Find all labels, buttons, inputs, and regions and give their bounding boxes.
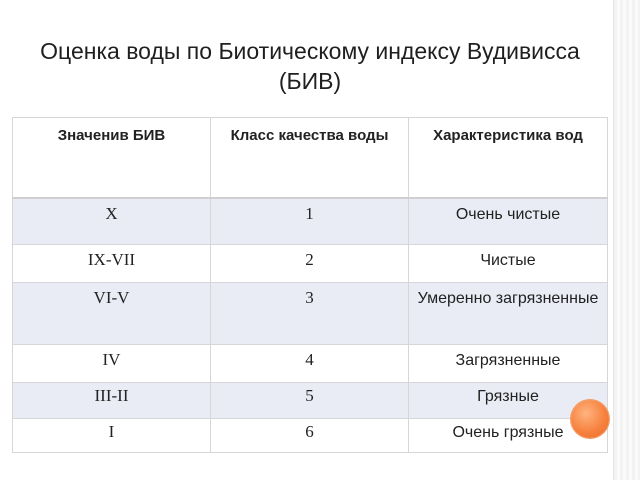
cell-characteristic: Умеренно загрязненные: [409, 282, 608, 344]
cell-characteristic: Чистые: [409, 244, 608, 282]
decorative-orange-circle: [571, 400, 609, 438]
cell-characteristic: Очень чистые: [409, 198, 608, 245]
cell-biv: III-II: [13, 382, 211, 418]
cell-class: 2: [211, 244, 409, 282]
cell-class: 6: [211, 418, 409, 452]
cell-biv: IV: [13, 344, 211, 382]
table-row: [13, 244, 608, 282]
cell-characteristic: Очень грязные: [409, 418, 608, 452]
biv-table: [12, 117, 608, 453]
table-row: [13, 198, 608, 245]
cell-biv: VI-V: [13, 282, 211, 344]
table-row: [13, 418, 608, 452]
cell-biv: I: [13, 418, 211, 452]
header-characteristic: Характеристика вод: [409, 118, 608, 198]
header-quality-class: Класс качества воды: [211, 118, 409, 198]
cell-characteristic: Грязные: [409, 382, 608, 418]
cell-class: 4: [211, 344, 409, 382]
table-row: [13, 344, 608, 382]
slide-title: Оценка воды по Биотическому индексу Вудивисса (БИВ): [40, 38, 580, 94]
cell-class: 1: [211, 198, 409, 245]
cell-characteristic: Загрязненные: [409, 344, 608, 382]
cell-biv: IX-VII: [13, 244, 211, 282]
header-biv-value: Значенив БИВ: [13, 118, 211, 198]
cell-class: 5: [211, 382, 409, 418]
table-row: [13, 282, 608, 344]
cell-class: 3: [211, 282, 409, 344]
cell-biv: X: [13, 198, 211, 245]
table-row: [13, 382, 608, 418]
table-header-row: [13, 118, 608, 198]
slide-edge-decoration: [614, 0, 640, 480]
